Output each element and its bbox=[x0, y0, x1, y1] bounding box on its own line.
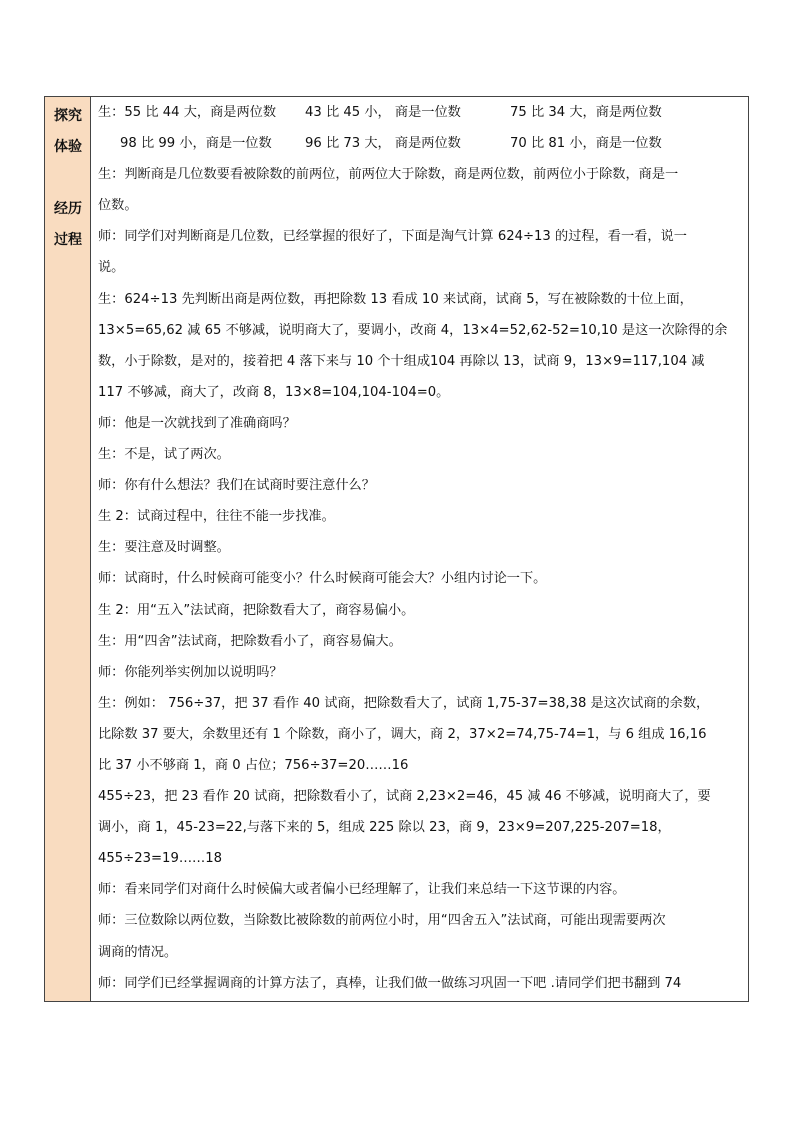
text-line: 师：三位数除以两位数，当除数比被除数的前两位小时，用“四舍五入”法试商，可能出现需要两次 bbox=[98, 913, 666, 929]
lesson-content bbox=[91, 97, 748, 1001]
text-line: 生：例如： 756÷37，把 37 看作 40 试商，把除数看大了，试商 1,75-37=38,38 是这次试商的余数， bbox=[98, 695, 710, 711]
text-line: 455÷23=19……18 bbox=[98, 851, 222, 867]
text-line: 455÷23，把 23 看作 20 试商，把除数看小了，试商 2,23×2=46，45 减 46 不够减，说明商大了，要 bbox=[98, 789, 711, 805]
text-line: 调商的情况。 bbox=[98, 944, 178, 960]
text-line: 位数。 bbox=[98, 198, 138, 214]
comparison-item: 70 比 81 小，商是一位数 bbox=[510, 136, 662, 152]
section-label: 探究 bbox=[54, 108, 82, 124]
text-line: 生：不是，试了两次。 bbox=[98, 447, 230, 463]
text-line: 师：同学们对判断商是几位数，已经掌握的很好了，下面是淘气计算 624÷13 的过程，看一看，说一 bbox=[98, 229, 687, 245]
section-label: 经历 bbox=[54, 201, 82, 217]
text-line bbox=[98, 128, 748, 159]
text-line: 生：用“四舍”法试商，把除数看小了，商容易偏大。 bbox=[98, 633, 402, 649]
text-line: 师：试商时，什么时候商可能变小？什么时候商可能会大？小组内讨论一下。 bbox=[98, 571, 547, 587]
comparison-item: 生：55 比 44 大，商是两位数 bbox=[98, 105, 277, 120]
text-line: 说。 bbox=[98, 260, 125, 276]
text-line: 数，小于除数，是对的，接着把 4 落下来与 10 个十组成104 再除以 13，试商 9，13×9=117,104 减 bbox=[98, 353, 705, 369]
comparison-item: 75 比 34 大，商是两位数 bbox=[510, 105, 662, 120]
text-line: 生 2：用“五入”法试商，把除数看大了，商容易偏小。 bbox=[98, 602, 415, 618]
section-label: 过程 bbox=[54, 232, 82, 248]
comparison-item: 96 比 73 大， 商是两位数 bbox=[305, 136, 461, 152]
text-line: 117 不够减，商大了，改商 8，13×8=104,104-104=0。 bbox=[98, 384, 450, 400]
text-line: 生 2：试商过程中，往往不能一步找准。 bbox=[98, 509, 335, 525]
text-line: 师：你有什么想法？我们在试商时要注意什么？ bbox=[98, 478, 375, 494]
text-line: 师：同学们已经掌握调商的计算方法了，真棒，让我们做一做练习巩固一下吧 .请同学们把书翻到 74 bbox=[98, 975, 682, 991]
text-line: 比 37 小不够商 1，商 0 占位；756÷37=20……16 bbox=[98, 757, 409, 773]
text-line bbox=[98, 97, 748, 128]
text-line: 师：他是一次就找到了准确商吗？ bbox=[98, 415, 296, 431]
text-line: 生：624÷13 先判断出商是两位数，再把除数 13 看成 10 来试商，试商 5，写在被除数的十位上面， bbox=[98, 291, 693, 307]
text-line: 生：判断商是几位数要看被除数的前两位，前两位大于除数，商是两位数，前两位小于除数，商是一 bbox=[98, 167, 679, 183]
text-line: 调小，商 1，45-23=22,与落下来的 5，组成 225 除以 23，商 9，23×9=207,225-207=18， bbox=[98, 820, 671, 836]
comparison-item: 98 比 99 小，商是一位数 bbox=[120, 136, 272, 152]
section-label-cell bbox=[45, 97, 91, 1001]
comparison-item: 43 比 45 小， 商是一位数 bbox=[305, 105, 461, 120]
lesson-table bbox=[44, 96, 749, 1002]
section-label: 体验 bbox=[54, 139, 82, 155]
text-line: 生：要注意及时调整。 bbox=[98, 540, 230, 556]
text-line: 师：看来同学们对商什么时候偏大或者偏小已经理解了，让我们来总结一下这节课的内容。 bbox=[98, 882, 626, 898]
text-line: 比除数 37 要大，余数里还有 1 个除数，商小了，调大，商 2，37×2=74,75-74=1，与 6 组成 16,16 bbox=[98, 726, 707, 742]
text-line: 师：你能列举实例加以说明吗？ bbox=[98, 664, 283, 680]
text-line: 13×5=65,62 减 65 不够减，说明商大了，要调小，改商 4，13×4=52,62-52=10,10 是这一次除得的余 bbox=[98, 322, 728, 338]
